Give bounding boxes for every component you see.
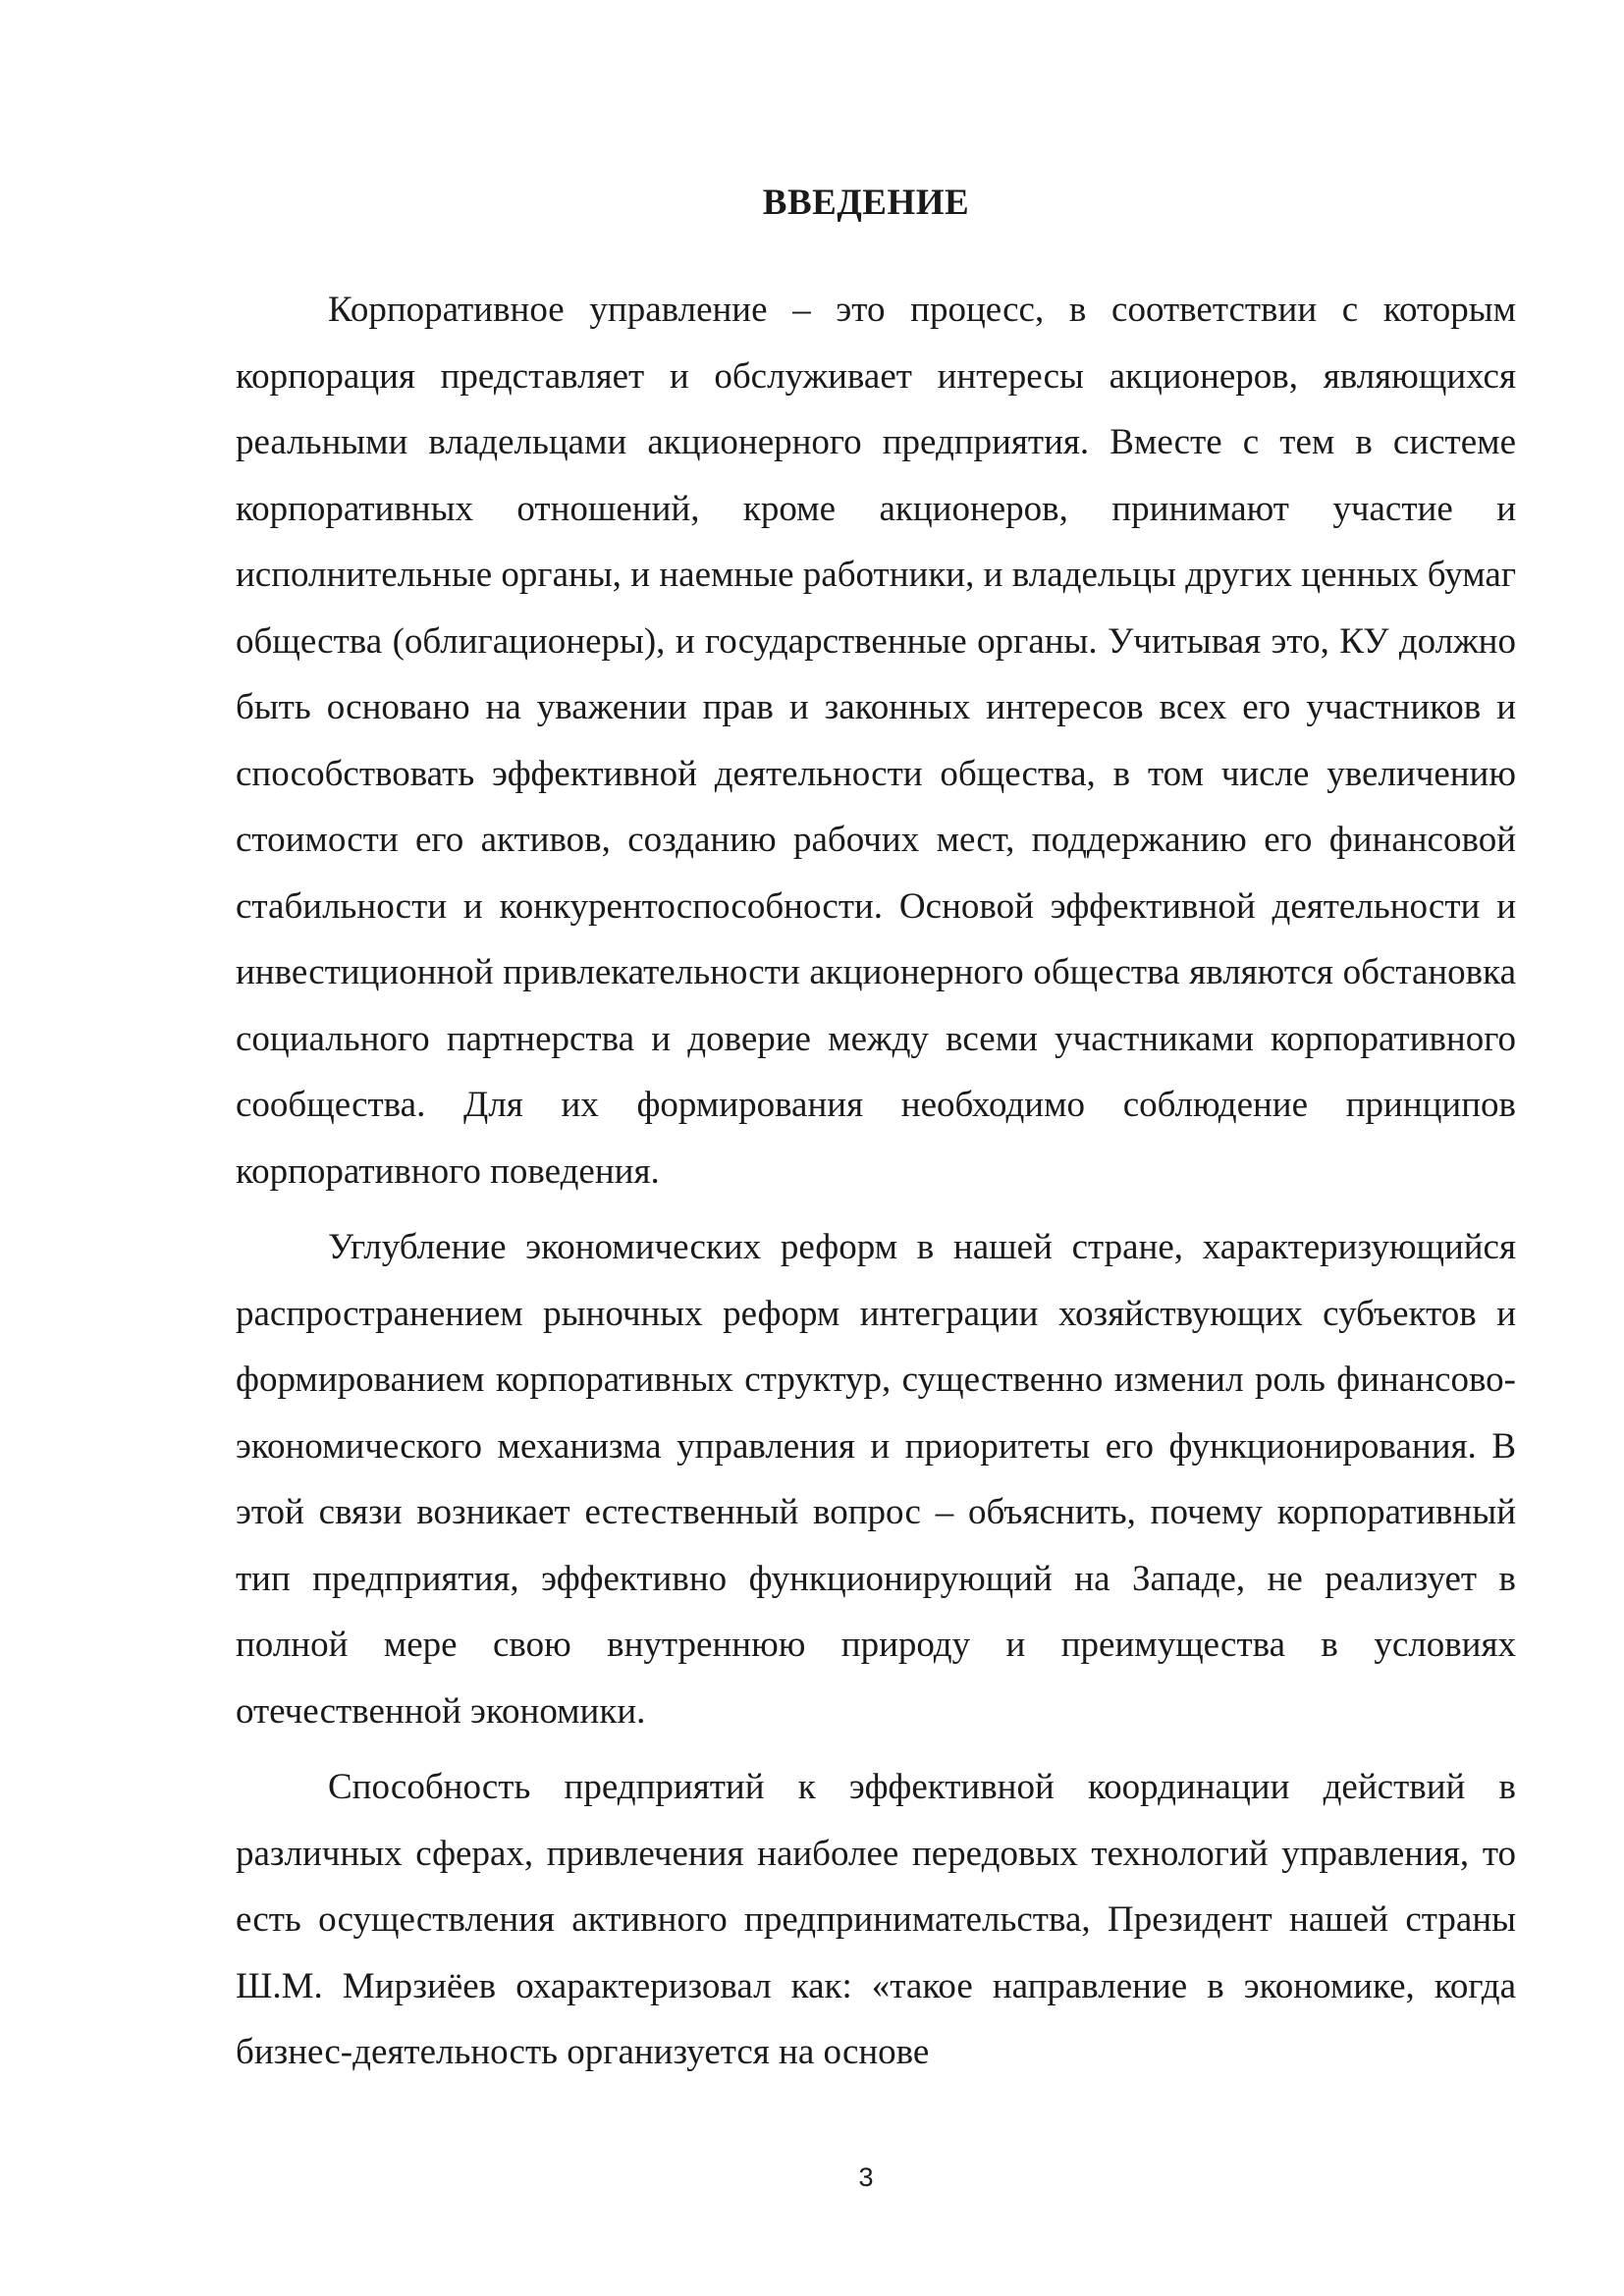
paragraph-2: Углубление экономических реформ в нашей стране, характеризующийся распространением рыночных реформ интеграции хозяйствующих субъектов и формированием корпоративных структур, существенно изменил роль финансово-экономического механизма управления и приоритеты его функционирования. В этой связи возникает естественный вопрос – объяснить, почему корпоративный тип предприятия, эффективно функционирующий на Западе, не реализует в полной мере свою внутреннюю природу и преимущества в условиях отечественной экономики. — [236, 1227, 1516, 1732]
body-text — [236, 277, 1516, 2096]
paragraph-3: Способность предприятий к эффективной координации действий в различных сферах, привлечения наиболее передовых технологий управления, то есть осуществления активного предпринимательства, Президент нашей страны Ш.М. Мирзиёев охарактеризовал как: «такое направление в экономике, когда бизнес-деятельность организуется на основе — [236, 1767, 1516, 2072]
paragraph-1: Корпоративное управление – это процесс, в соответствии с которым корпорация представляет и обслуживает интересы акционеров, являющихся реальными владельцами акционерного предприятия. Вместе с тем в системе корпоративных отношений, кроме акционеров, принимают участие и исполнительные органы, и наемные работники, и владельцы других ценных бумаг общества (облигационеры), и государственные органы. Учитывая это, КУ должно быть основано на уважении прав и законных интересов всех его участников и способствовать эффективной деятельности общества, в том числе увеличению стоимости его активов, созданию рабочих мест, поддержанию его финансовой стабильности и конкурентоспособности. Основой эффективной деятельности и инвестиционной привлекательности акционерного общества являются обстановка социального партнерства и доверие между всеми участниками корпоративного сообщества. Для их формирования необходимо соблюдение принципов корпоративного поведения. — [236, 290, 1516, 1192]
page-heading: ВВЕДЕНИЕ — [762, 182, 970, 223]
page-number: 3 — [858, 2163, 874, 2192]
